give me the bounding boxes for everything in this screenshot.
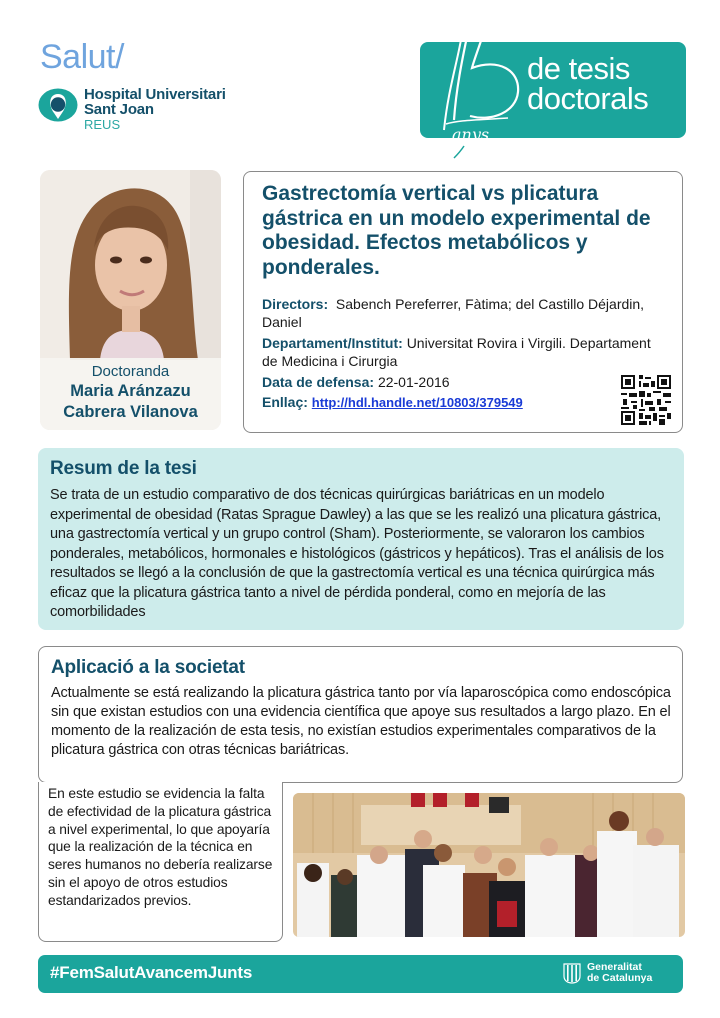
generalitat-logo (563, 962, 652, 984)
hospital-name-line2: Sant Joan (84, 101, 154, 118)
candidate-name-line1: Maria Aránzazu (70, 382, 191, 400)
application-body: Actualmente se está realizando la plicatura gástrica tanto por vía laparoscópica como endoscópica sin que existan estudios con una evidencia científica que apoye sus resultados a largo plazo. En el momento de la realización de esta tesis, no existían estudios experimentales comparativos de la plicatura gástrica con otras técnicas bariátricas. (51, 685, 671, 758)
footer-bar (38, 955, 683, 993)
directors-row (262, 296, 662, 331)
candidate-card (40, 170, 221, 430)
application-continued (38, 782, 283, 942)
department-label: Departament/Institut: (262, 335, 403, 351)
directors-value: Sabench Pereferrer, Fàtima; del Castillo Déjardin, Daniel (262, 296, 645, 330)
defense-date-row (262, 374, 662, 392)
candidate-name-line2: Cabrera Vilanova (63, 403, 198, 421)
application-body-2: En este estudio se evidencia la falta de efectividad de la plicatura gástrica a nivel experimental, lo que apoyaría que la realización de la técnica en seres humanos no debería realizarse sin el apoyo de otros estudios estandarizados previos. (48, 786, 273, 908)
link-row (262, 394, 662, 412)
svg-text:anys: anys (452, 125, 490, 144)
directors-label: Directors: (262, 296, 329, 312)
thesis-metadata (262, 296, 662, 415)
summary-section (38, 448, 684, 630)
defense-date-label: Data de defensa: (262, 374, 375, 390)
department-row (262, 335, 662, 370)
application-title: Aplicació a la societat (51, 657, 245, 678)
thesis-link[interactable]: http://hdl.handle.net/10803/379549 (311, 394, 523, 410)
thesis-info-card (243, 171, 683, 433)
generalitat-line1: Generalitat (587, 961, 642, 973)
hospital-name-line1: Hospital Universitari (84, 86, 226, 103)
summary-body: Se trata de un estudio comparativo de dos técnicas quirúrgicas bariátricas en un modelo experimental de obesidad (Ratas Sprague Dawley) a las que se les realizó una plicatura gástrica, una gastrectomía vertical y un grupo control (Sham). Posteriormente, se valoraron los cambios ponderales, metabólicos, hormonales e histológicos (gástricos y hepáticos). Tras el análisis de los resultados se llegó a la conclusión de que la gastrectomía vertical es una técnica quirúrgica más eficaz que la plicatura gástrica tanto a nivel de pérdida ponderal, como en mejoría de las comorbilidades (50, 487, 664, 620)
hospital-logo (38, 87, 226, 132)
badge-title: de tesis doctorals (527, 51, 649, 116)
defense-date-value: 22-01-2016 (377, 374, 450, 390)
thesis-title: Gastrectomía vertical vs plicatura gástrica en un modelo experimental de obesidad. Efectos metabólicos y ponderales. (262, 182, 651, 279)
department-value: Universitat Rovira i Virgili. Departament de Medicina i Cirurgia (262, 335, 651, 369)
candidate-role: Doctoranda (91, 363, 170, 380)
summary-title: Resum de la tesi (50, 458, 197, 479)
link-label: Enllaç: (262, 393, 308, 410)
hospital-eye-icon (38, 88, 78, 124)
candidate-portrait-photo (40, 170, 221, 360)
hashtag: #FemSalutAvancemJunts (50, 963, 253, 982)
hospital-city: REUS (84, 117, 121, 132)
generalitat-line2: de Catalunya (587, 972, 653, 984)
qr-code-icon[interactable] (621, 375, 671, 425)
salut-logo: Salut/ (40, 38, 124, 76)
generalitat-stripes-icon (563, 962, 581, 984)
candidate-caption (40, 358, 221, 430)
group-photo (293, 793, 685, 937)
application-section (38, 646, 683, 783)
